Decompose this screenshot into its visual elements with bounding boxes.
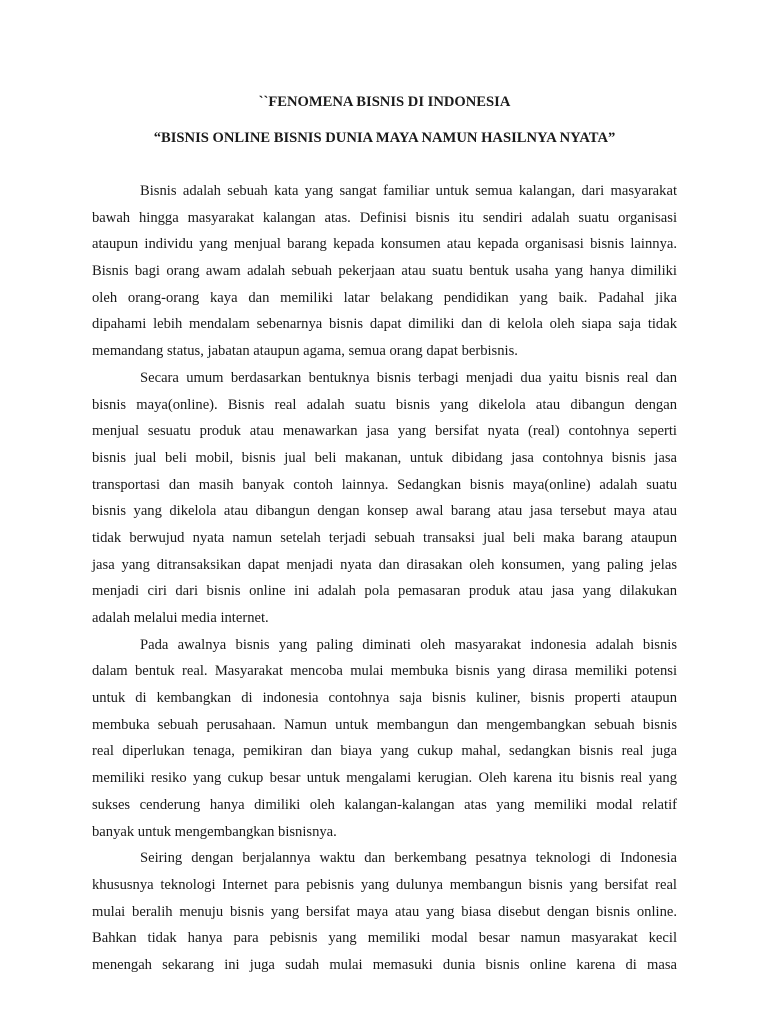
text-line: sukses cenderung hanya dimiliki oleh kalangan-kalangan atas yang memiliki modal relatif	[92, 796, 677, 813]
text-line: tidak berwujud nyata namun setelah terjadi sebuah transaksi jual beli maka barang ataupun	[92, 529, 677, 546]
text-line: memiliki resiko yang cukup besar untuk mengalami kerugian. Oleh karena itu bisnis real yang	[92, 770, 677, 787]
text-line: real diperlukan tenaga, pemikiran dan biaya yang cukup mahal, sedangkan bisnis real juga	[92, 743, 677, 760]
text-line: oleh orang-orang kaya dan memiliki latar belakang pendidikan yang baik. Padahal jika	[92, 289, 677, 306]
text-line: Bisnis bagi orang awam adalah sebuah pekerjaan atau suatu bentuk usaha yang hanya dimiliki	[92, 263, 677, 280]
text-line: dipahami lebih mendalam sebenarnya bisnis dapat dimiliki dan di kelola oleh siapa saja tidak	[92, 316, 677, 333]
text-line: menjual sesuatu produk atau menawarkan jasa yang bersifat nyata (real) contohnya seperti	[92, 423, 677, 440]
text-line: dalam bentuk real. Masyarakat mencoba mulai membuka bisnis yang dirasa memiliki potensi	[92, 663, 677, 680]
text-line: menengah sekarang ini juga sudah mulai memasuki dunia bisnis online karena di masa	[92, 956, 677, 973]
text-line: jasa yang ditransaksikan dapat menjadi nyata dan dirasakan oleh konsumen, yang paling jelas	[92, 556, 677, 573]
text-line: menjadi ciri dari bisnis online ini adalah pola pemasaran produk atau jasa yang dilakukan	[92, 583, 677, 600]
text-line: banyak untuk mengembangkan bisnisnya.	[92, 823, 337, 840]
document-subtitle: “BISNIS ONLINE BISNIS DUNIA MAYA NAMUN HASILNYA NYATA”	[153, 130, 616, 146]
text-line: Secara umum berdasarkan bentuknya bisnis terbagi menjadi dua yaitu bisnis real dan	[140, 369, 677, 386]
text-line: bisnis yang dikelola atau dibangun dengan konsep awal barang atau jasa tersebut maya atau	[92, 503, 677, 520]
text-line: Pada awalnya bisnis yang paling diminati oleh masyarakat indonesia adalah bisnis	[140, 636, 677, 653]
paragraph-4	[92, 845, 677, 978]
text-line: Bisnis adalah sebuah kata yang sangat familiar untuk semua kalangan, dari masyarakat	[140, 183, 677, 199]
text-line: untuk di kembangkan di indonesia contohnya saja bisnis kuliner, bisnis properti ataupun	[92, 690, 677, 707]
document-title: ``FENOMENA BISNIS DI INDONESIA	[258, 94, 511, 110]
text-line: adalah melalui media internet.	[92, 610, 269, 626]
document-page	[92, 84, 677, 979]
paragraph-1	[92, 178, 677, 365]
text-line: ataupun individu yang menjual barang kepada konsumen atau kepada organisasi bisnis lainnya.	[92, 236, 677, 253]
text-line: mulai beralih menuju bisnis yang bersifat maya atau yang biasa disebut dengan bisnis online.	[92, 903, 677, 920]
text-line: Seiring dengan berjalannya waktu dan berkembang pesatnya teknologi di Indonesia	[140, 850, 677, 867]
text-line: memandang status, jabatan ataupun agama, semua orang dapat berbisnis.	[92, 343, 518, 360]
text-line: Bahkan tidak hanya para pebisnis yang memiliki modal besar namun masyarakat kecil	[92, 930, 677, 947]
text-line: khususnya teknologi Internet para pebisnis yang dulunya membangun bisnis yang bersifat real	[92, 876, 677, 893]
text-line: membuka sebuah perusahaan. Namun untuk membangun dan mengembangkan sebuah bisnis	[92, 716, 677, 733]
text-line: transportasi dan masih banyak contoh lainnya. Sedangkan bisnis maya(online) adalah suatu	[92, 476, 677, 493]
paragraph-2	[92, 365, 677, 632]
text-line: bisnis jual beli mobil, bisnis jual beli makanan, untuk dibidang jasa contohnya bisnis jasa	[92, 449, 677, 466]
text-line: bawah hingga masyarakat kalangan atas. Definisi bisnis itu sendiri adalah suatu organisasi	[92, 209, 677, 226]
paragraph-3	[92, 632, 677, 846]
text-line: bisnis maya(online). Bisnis real adalah suatu bisnis yang dikelola atau dibangun dengan	[92, 396, 677, 413]
